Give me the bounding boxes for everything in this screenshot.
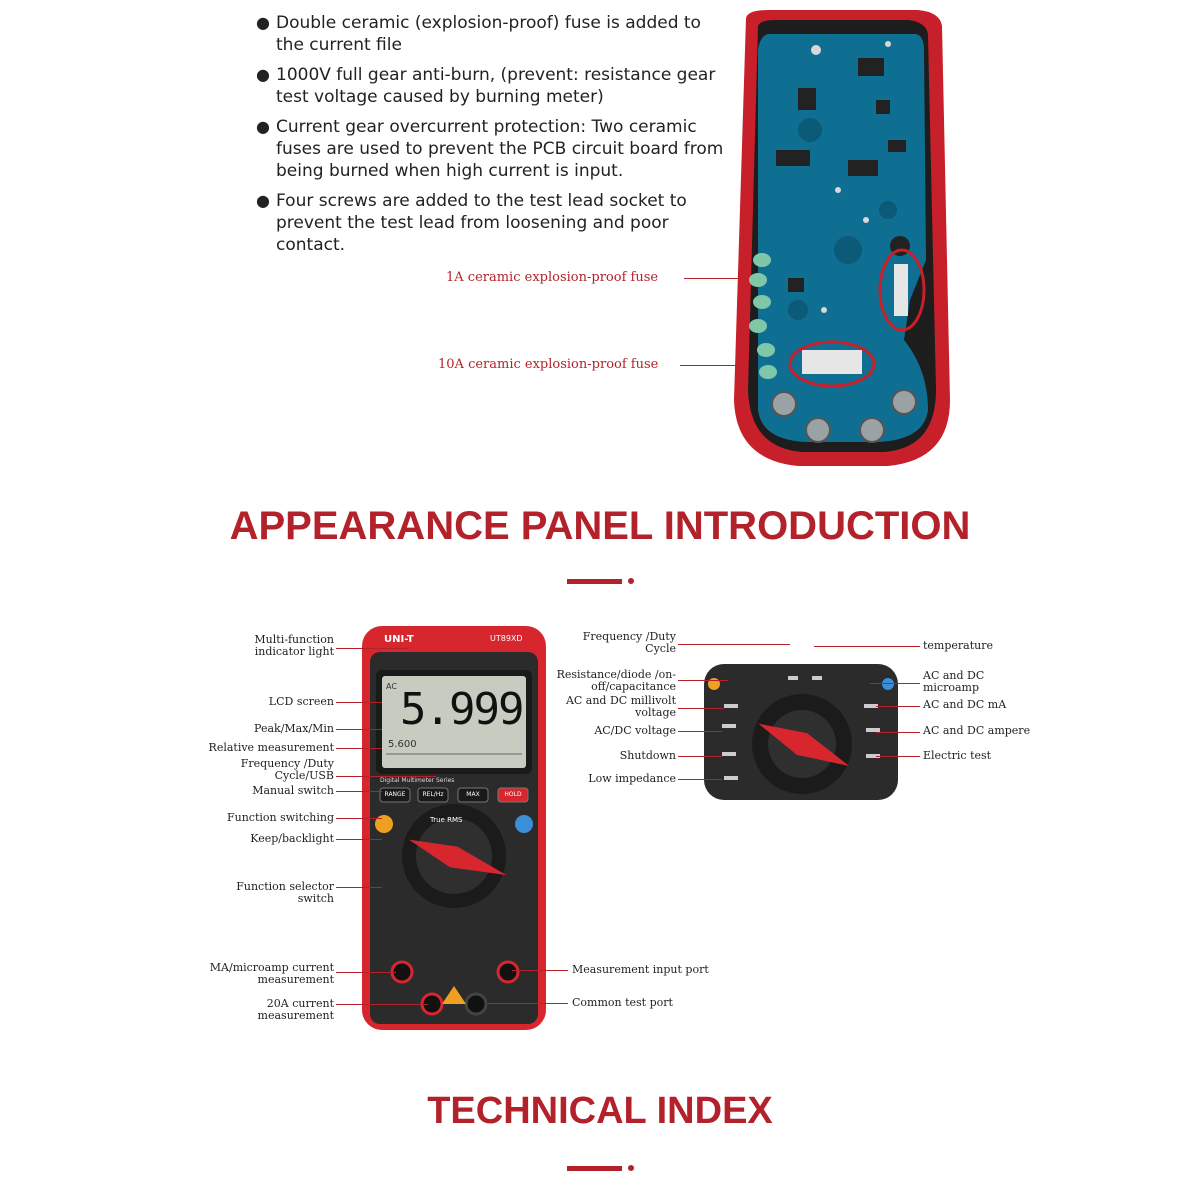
- heading-underline: [567, 1166, 622, 1171]
- label-dial-temperature: temperature: [923, 639, 994, 652]
- key-rel[interactable]: REL/Hz: [422, 791, 444, 798]
- heading-dot-icon: [628, 1165, 634, 1171]
- label-line: [678, 680, 728, 681]
- label-line: [336, 776, 436, 777]
- heading-underline: [567, 579, 622, 584]
- true-rms-label: True RMS: [430, 816, 463, 824]
- dial-closeup-image: [704, 664, 898, 800]
- label-dial-shutdown: Shutdown: [619, 749, 676, 762]
- label-dial-millivolt: AC and DC millivolt voltage: [565, 694, 676, 719]
- key-max[interactable]: MAX: [466, 791, 480, 798]
- bullet-dot-icon: ●: [256, 13, 270, 32]
- label-line: [488, 1003, 568, 1004]
- bullet-dot-icon: ●: [256, 117, 270, 136]
- lcd-reading: 5.999: [400, 684, 523, 735]
- bullet-dot-icon: ●: [256, 65, 270, 84]
- bullet-text: Four screws are added to the test lead socket to prevent the test lead from loosening and poor contact.: [276, 191, 687, 255]
- label-line: [814, 646, 920, 647]
- label-function-switching: Function switching: [227, 811, 334, 824]
- label-keep-backlight: Keep/backlight: [250, 832, 334, 845]
- key-range[interactable]: RANGE: [384, 791, 406, 798]
- label-line: [678, 644, 790, 645]
- label-line: [678, 779, 722, 780]
- bullet-item: [256, 64, 726, 108]
- label-common-port: Common test port: [572, 996, 673, 1009]
- bullet-item: [256, 12, 726, 56]
- heading-text: TECHNICAL INDEX: [427, 1090, 773, 1132]
- label-indicator-light: Multi-function indicator light: [254, 633, 334, 658]
- section-heading-technical: [0, 1090, 1200, 1133]
- label-line: [336, 791, 382, 792]
- heading-text: APPEARANCE PANEL INTRODUCTION: [229, 504, 971, 548]
- bullet-item: [256, 116, 726, 182]
- label-dial-resistance: Resistance/diode /on-off/capacitance: [556, 668, 676, 693]
- lcd-mode-indicator: AC: [386, 682, 397, 691]
- label-peak-max-min: Peak/Max/Min: [254, 722, 334, 735]
- feature-bullet-list: [256, 12, 726, 264]
- label-line: [336, 1004, 428, 1005]
- label-relative: Relative measurement: [208, 741, 334, 754]
- label-dial-acdc-voltage: AC/DC voltage: [594, 724, 676, 737]
- label-manual-switch: Manual switch: [252, 784, 334, 797]
- bullet-text: Current gear overcurrent protection: Two ceramic fuses are used to prevent the PCB circuit board from being burned when high current is input.: [276, 117, 724, 181]
- label-line: [336, 839, 382, 840]
- bullet-item: [256, 190, 726, 256]
- label-line: [512, 970, 568, 971]
- label-line: [336, 648, 408, 649]
- bullet-dot-icon: ●: [256, 191, 270, 210]
- label-frequency-usb: Frequency /Duty Cycle/USB: [240, 757, 334, 782]
- label-line: [876, 756, 920, 757]
- meter-brand: UNI-T: [384, 634, 414, 645]
- bullet-text: 1000V full gear anti-burn, (prevent: resistance gear test voltage caused by burning meter): [276, 65, 716, 107]
- series-label: Digital Multimeter Series: [380, 777, 455, 784]
- label-line: [678, 731, 722, 732]
- label-line: [870, 683, 920, 684]
- fuse-1a-callout: 1A ceramic explosion-proof fuse: [446, 270, 659, 285]
- label-dial-ma: AC and DC mA: [923, 698, 1007, 711]
- section-heading-appearance: [0, 504, 1200, 549]
- label-line: [336, 748, 382, 749]
- fuse-10a-callout: 10A ceramic explosion-proof fuse: [438, 357, 659, 372]
- label-dial-low-impedance: Low impedance: [588, 772, 676, 785]
- label-selector-switch: Function selector switch: [236, 880, 334, 905]
- label-line: [678, 756, 722, 757]
- pcb-board-image: [728, 10, 956, 468]
- label-line: [336, 729, 382, 730]
- label-line: [336, 702, 382, 703]
- label-line: [876, 706, 920, 707]
- label-line: [336, 818, 382, 819]
- label-input-port: Measurement input port: [572, 963, 709, 976]
- meter-model: UT89XD: [490, 634, 523, 643]
- heading-dot-icon: [628, 578, 634, 584]
- key-hold[interactable]: HOLD: [504, 791, 522, 798]
- label-dial-ampere: AC and DC ampere: [923, 724, 1031, 737]
- label-lcd-screen: LCD screen: [268, 695, 334, 708]
- label-dial-electric-test: Electric test: [923, 749, 992, 762]
- label-20a-current: 20A current measurement: [257, 997, 334, 1022]
- label-line: [336, 887, 382, 888]
- label-line: [876, 732, 920, 733]
- bullet-text: Double ceramic (explosion-proof) fuse is added to the current file: [276, 13, 701, 55]
- label-line: [678, 708, 724, 709]
- lcd-sub-reading: 5.600: [388, 739, 417, 750]
- label-ma-current: MA/microamp current measurement: [209, 961, 334, 986]
- label-line: [336, 972, 396, 973]
- label-dial-frequency: Frequency /Duty Cycle: [582, 630, 676, 655]
- label-dial-microamp: AC and DC microamp: [923, 669, 985, 694]
